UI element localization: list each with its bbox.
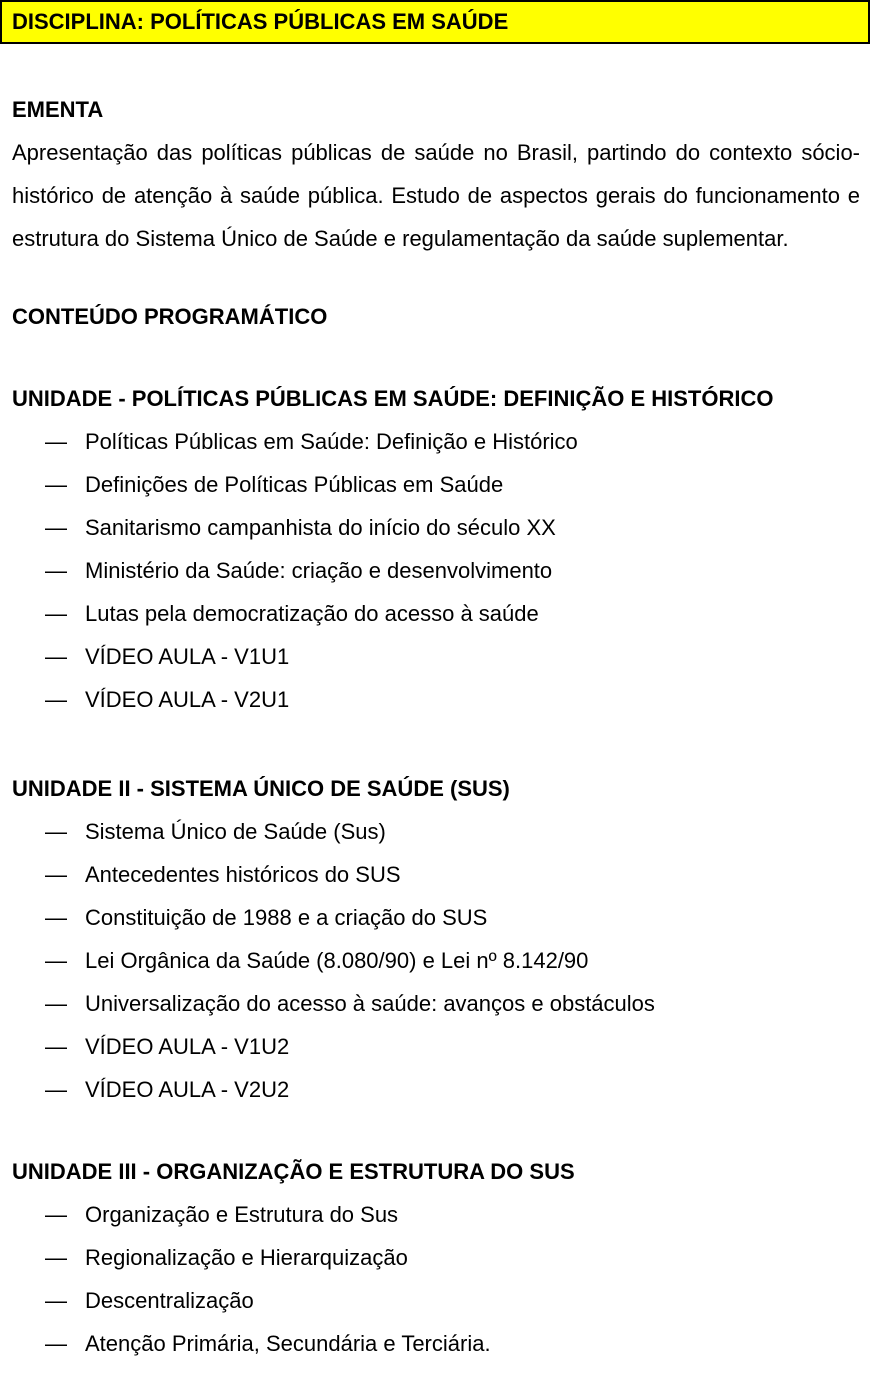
list-item bbox=[12, 1068, 860, 1111]
list-item bbox=[12, 635, 860, 678]
bullet-dash: — bbox=[45, 1202, 67, 1227]
unit-2-heading: UNIDADE II - SISTEMA ÚNICO DE SAÚDE (SUS) bbox=[12, 776, 510, 801]
list-item-text: VÍDEO AULA - V2U2 bbox=[85, 1077, 290, 1102]
list-item bbox=[12, 463, 860, 506]
section-unit-1 bbox=[12, 377, 860, 721]
conteudo-programatico-heading: CONTEÚDO PROGRAMÁTICO bbox=[12, 304, 328, 329]
list-item bbox=[12, 1322, 860, 1365]
ementa-heading: EMENTA bbox=[12, 97, 104, 122]
bullet-dash: — bbox=[45, 558, 67, 583]
bullet-dash: — bbox=[45, 948, 67, 973]
list-item-text: Descentralização bbox=[85, 1288, 254, 1313]
bullet-dash: — bbox=[45, 515, 67, 540]
list-item bbox=[12, 810, 860, 853]
document-body bbox=[0, 88, 875, 1365]
unit-1-list bbox=[12, 420, 860, 721]
list-item-text: Políticas Públicas em Saúde: Definição e Histórico bbox=[85, 429, 578, 454]
bullet-dash: — bbox=[45, 429, 67, 454]
bullet-dash: — bbox=[45, 1077, 67, 1102]
bullet-dash: — bbox=[45, 644, 67, 669]
list-item-text: Organização e Estrutura do Sus bbox=[85, 1202, 399, 1227]
list-item bbox=[12, 1193, 860, 1236]
list-item bbox=[12, 506, 860, 549]
list-item bbox=[12, 853, 860, 896]
list-item-text: Sistema Único de Saúde (Sus) bbox=[85, 819, 386, 844]
list-item-text: Constituição de 1988 e a criação do SUS bbox=[85, 905, 488, 930]
bullet-dash: — bbox=[45, 1034, 67, 1059]
list-item-text: VÍDEO AULA - V1U2 bbox=[85, 1034, 290, 1059]
list-item-text: VÍDEO AULA - V1U1 bbox=[85, 644, 290, 669]
list-item bbox=[12, 549, 860, 592]
list-item-text: Ministério da Saúde: criação e desenvolvimento bbox=[85, 558, 553, 583]
bullet-dash: — bbox=[45, 1245, 67, 1270]
bullet-dash: — bbox=[45, 862, 67, 887]
bullet-dash: — bbox=[45, 1331, 67, 1356]
bullet-dash: — bbox=[45, 819, 67, 844]
section-unit-3 bbox=[12, 1150, 860, 1365]
list-item bbox=[12, 1236, 860, 1279]
list-item bbox=[12, 678, 860, 721]
list-item-text: Universalização do acesso à saúde: avanços e obstáculos bbox=[85, 991, 655, 1016]
unit-1-heading: UNIDADE - POLÍTICAS PÚBLICAS EM SAÚDE: DEFINIÇÃO E HISTÓRICO bbox=[12, 386, 774, 411]
unit-3-heading: UNIDADE III - ORGANIZAÇÃO E ESTRUTURA DO SUS bbox=[12, 1159, 575, 1184]
list-item-text: Lei Orgânica da Saúde (8.080/90) e Lei nº 8.142/90 bbox=[85, 948, 589, 973]
bullet-dash: — bbox=[45, 1288, 67, 1313]
bullet-dash: — bbox=[45, 472, 67, 497]
unit-3-list bbox=[12, 1193, 860, 1365]
section-unit-2 bbox=[12, 767, 860, 1111]
bullet-dash: — bbox=[45, 991, 67, 1016]
discipline-title-bar bbox=[0, 0, 870, 44]
list-item bbox=[12, 592, 860, 635]
bullet-dash: — bbox=[45, 601, 67, 626]
list-item-text: Sanitarismo campanhista do início do século XX bbox=[85, 515, 556, 540]
list-item-text: Lutas pela democratização do acesso à saúde bbox=[85, 601, 539, 626]
list-item-text: Definições de Políticas Públicas em Saúde bbox=[85, 472, 504, 497]
list-item-text: VÍDEO AULA - V2U1 bbox=[85, 687, 290, 712]
bullet-dash: — bbox=[45, 687, 67, 712]
unit-2-list bbox=[12, 810, 860, 1111]
list-item-text: Antecedentes históricos do SUS bbox=[85, 862, 401, 887]
bullet-dash: — bbox=[45, 905, 67, 930]
list-item bbox=[12, 939, 860, 982]
discipline-title-text: DISCIPLINA: POLÍTICAS PÚBLICAS EM SAÚDE bbox=[12, 9, 509, 34]
list-item bbox=[12, 982, 860, 1025]
list-item bbox=[12, 896, 860, 939]
list-item bbox=[12, 1279, 860, 1322]
list-item bbox=[12, 420, 860, 463]
list-item-text: Atenção Primária, Secundária e Terciária. bbox=[85, 1331, 491, 1356]
list-item bbox=[12, 1025, 860, 1068]
list-item-text: Regionalização e Hierarquização bbox=[85, 1245, 408, 1270]
ementa-paragraph: Apresentação das políticas públicas de saúde no Brasil, partindo do contexto sócio-histórico de atenção à saúde pública. Estudo de aspectos gerais do funcionamento e estrutura do Sistema Único de Saúde e regulamentação da saúde suplementar. bbox=[12, 140, 860, 251]
